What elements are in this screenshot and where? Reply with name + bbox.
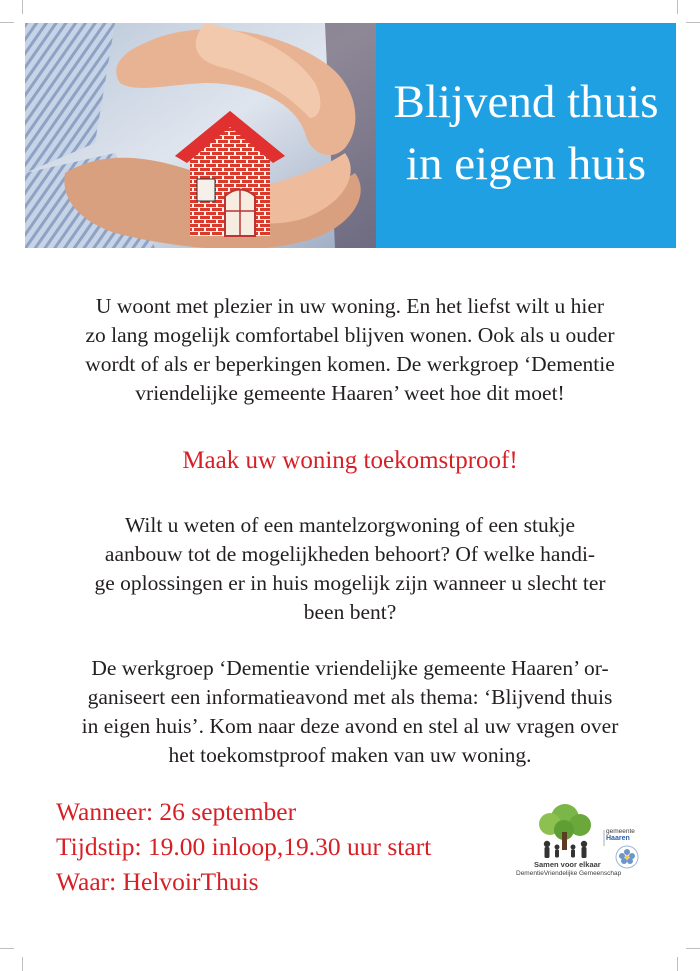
crop-mark-top-left [22,0,23,14]
event-location: Waar: HelvoirThuis [56,867,259,896]
crop-mark-bottom-left [22,957,23,971]
event-time: Tijdstip: 19.00 inloop,19.30 uur start [56,832,432,861]
tree-family-icon [500,800,650,900]
event-details [56,794,431,899]
dementia-friendly-logo [500,800,650,900]
crop-mark-bottom-left-h [0,948,14,949]
hero-title-panel [376,23,676,248]
crop-mark-top-left-h [0,22,14,23]
hands-house-illustration [25,23,376,248]
call-to-action-heading: Maak uw woning toekomstproof! [182,447,518,474]
logo-slogan: Samen voor elkaar [534,860,601,869]
crop-mark-top-right [677,0,678,14]
hero-title: Blijvend thuis in eigen huis [393,75,659,190]
logo-subtitle: DementieVriendelijke Gemeenschap [516,870,622,877]
crop-mark-top-right-h [686,22,700,23]
crop-mark-bottom-right-h [686,948,700,949]
event-date: Wanneer: 26 september [56,797,297,826]
question-paragraph: Wilt u weten of een mantelzorgwoning of een stukje aanbouw tot de mogelijkheden behoort? Of welke handi- ge oplossingen er in huis mogelijk zijn wanneer u slecht ter been bent? [94,513,606,624]
announcement-paragraph: De werkgroep ‘Dementie vriendelijke gemeente Haaren’ or- ganiseert een informatieavond met als thema: ‘Blijvend thuis in eigen huis’. Kom naar deze avond en stel al uw vragen over het toekomstproof maken van uw woning. [81,656,619,767]
intro-paragraph: U woont met plezier in uw woning. En het liefst wilt u hier zo lang mogelijk comfortabel blijven wonen. Ook als u ouder wordt of als er beperkingen komen. De werkgroep ‘Dementie vriendelijke gemeente Haaren’ weet hoe dit moet! [85,294,615,405]
logo-municipality-name: Haaren [606,835,630,842]
hero-photo-hands-house [25,23,376,248]
logo-municipality-label: gemeente [606,828,635,835]
crop-mark-bottom-right [677,957,678,971]
